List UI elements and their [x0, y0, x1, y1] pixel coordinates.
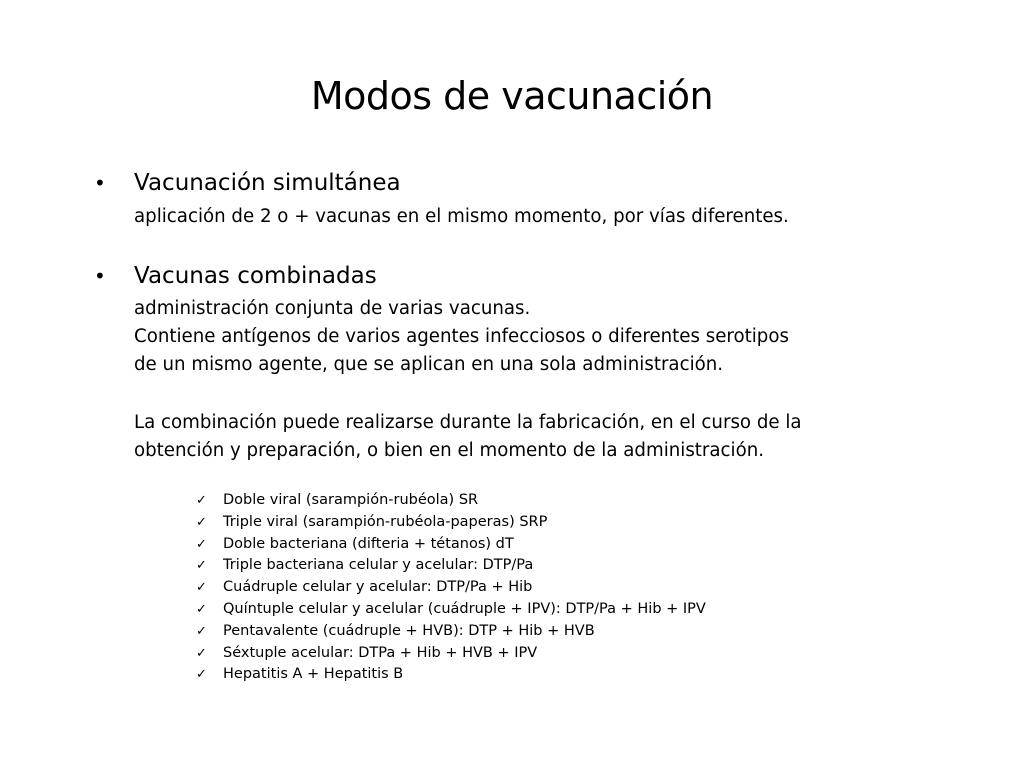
note-text: La combinación puede realizarse durante la fabricación, en el curso de la [134, 412, 802, 433]
list-item [196, 577, 706, 599]
list-item [196, 664, 706, 686]
list-item-label: Pentavalente (cuádruple + HVB): DTP + Hib + HVB [223, 622, 595, 639]
combination-list [196, 490, 706, 686]
check-mark-icon: ✓ [196, 667, 207, 683]
list-item [196, 621, 706, 643]
bullet-heading: Vacunas combinadas [134, 263, 377, 289]
list-item-label: Doble viral (sarampión-rubéola) SR [223, 492, 479, 508]
check-mark-icon: ✓ [196, 601, 207, 617]
check-mark-icon: ✓ [196, 536, 207, 552]
list-item-label: Quíntuple celular y acelular (cuádruple + IPV): DTP/Pa + Hib + IPV [223, 600, 706, 617]
list-item-label: Hepatitis A + Hepatitis B [223, 666, 404, 683]
section-description: aplicación de 2 o + vacunas en el mismo momento, por vías diferentes. [134, 206, 789, 227]
check-mark-icon: ✓ [196, 558, 207, 574]
section-description: administración conjunta de varias vacunas. [134, 298, 531, 319]
bullet-vacunacion-simultanea [94, 168, 401, 198]
bullet-icon: • [94, 171, 106, 195]
bullet-icon: • [94, 264, 106, 288]
check-mark-icon: ✓ [196, 580, 207, 596]
list-item-label: Doble bacteriana (difteria + tétanos) dT [223, 535, 514, 552]
bullet-heading: Vacunación simultánea [134, 170, 401, 196]
bullet-vacunas-combinadas [94, 261, 377, 291]
list-item [196, 599, 706, 621]
check-mark-icon: ✓ [196, 645, 207, 661]
check-mark-icon: ✓ [196, 493, 207, 508]
list-item-label: Cuádruple celular y acelular: DTP/Pa + Hib [223, 579, 533, 596]
list-item [196, 555, 706, 577]
list-item-label: Séxtuple acelular: DTPa + Hib + HVB + IPV [223, 644, 538, 661]
note-text: obtención y preparación, o bien en el momento de la administración. [134, 440, 765, 461]
list-item [196, 643, 706, 665]
list-item-label: Triple bacteriana celular y acelular: DTP/Pa [223, 557, 534, 574]
list-item [196, 490, 706, 512]
check-mark-icon: ✓ [196, 514, 207, 530]
list-item-label: Triple viral (sarampión-rubéola-paperas) SRP [223, 513, 548, 530]
section-description: de un mismo agente, que se aplican en una sola administración. [134, 354, 724, 375]
slide-title: Modos de vacunación [310, 74, 714, 118]
list-item [196, 512, 706, 534]
check-mark-icon: ✓ [196, 623, 207, 639]
list-item [196, 534, 706, 556]
section-description: Contiene antígenos de varios agentes infecciosos o diferentes serotipos [134, 326, 789, 347]
